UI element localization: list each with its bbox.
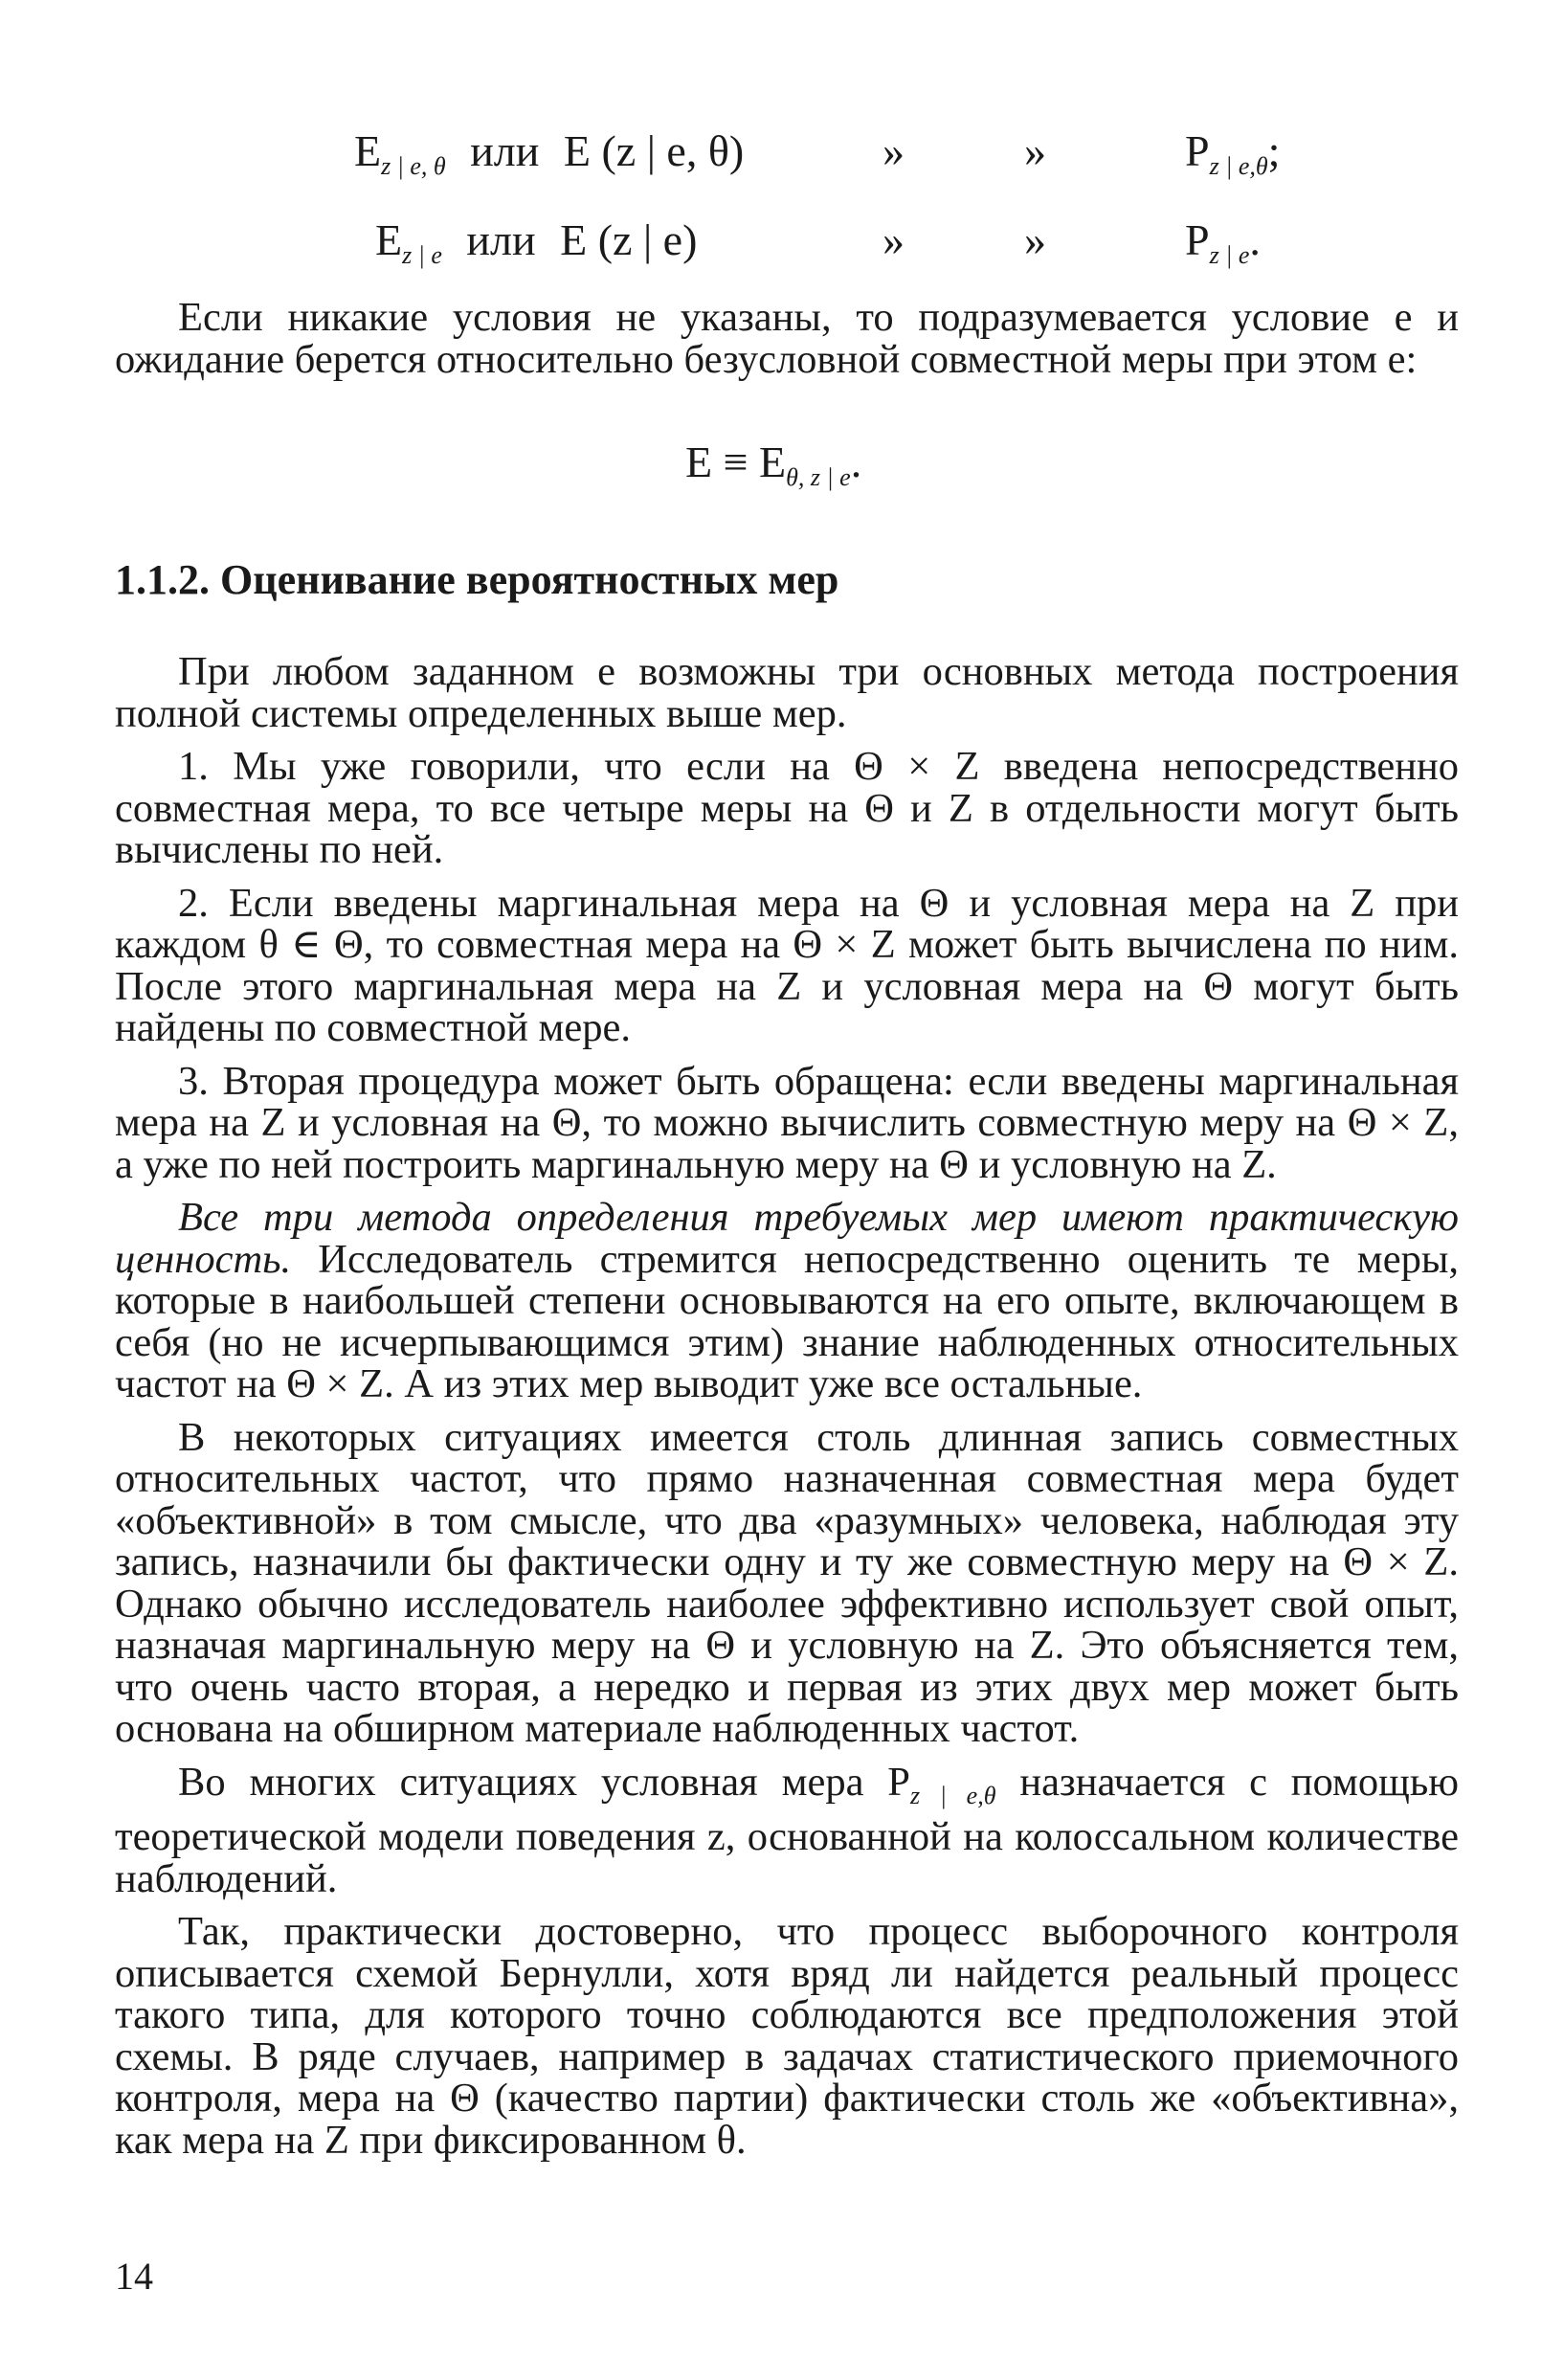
main-text (115, 651, 1459, 2172)
paragraph-methods-intro: При любом заданном e возможны три основных метода построения полной системы определенных выше мер. (115, 649, 1459, 736)
intro-paragraph: Если никакие условия не указаны, то подразумевается условие e и ожидание берется относительно безусловной совместной меры при этом e: (115, 295, 1459, 382)
paragraph-model-end: назначается с помощью теоретической модели поведения z, основанной на колоссальном количестве наблюдений. (115, 1759, 1459, 1901)
formula-row-2-end: . (1249, 215, 1261, 264)
formula-row-1 (354, 126, 745, 181)
center-formula-sub: θ, z | e (786, 463, 851, 492)
paragraph-bernoulli: Так, практически достоверно, что процесс выборочного контроля описывается схемой Бернулли, хотя вряд ли найдется реальный процесс такого типа, для которого точно соблюдаются все предположения этой схемы. В ряде случаев, например в задачах статистического приемочного контроля, мера на Θ (качество партии) фактически столь же «объективна», как мера на Z при фиксированном θ. (115, 1909, 1459, 2163)
section-number: 1.1.2. (115, 556, 210, 603)
paragraph-long-record: В некоторых ситуациях имеется столь длинная запись совместных относительных частот, что прямо назначенная совместная мера будет «объективной» в том смысле, что два «разумных» человека, наблюдая эту запись, назначили бы фактически одну и ту же совместную меру на Θ × Z. Однако обычно исследователь наиболее эффективно использует свой опыт, назначая маргинальную меру на Θ и условную на Z. Это объясняется тем, что очень часто вторая, а нередко и первая из этих двух мер может быть основана на обширном материале наблюденных частот. (115, 1414, 1459, 1751)
formula-row-1-p-main: P (1185, 126, 1210, 175)
formula-row-1-left-sub: z | e, θ (381, 152, 446, 181)
intro-block (115, 297, 1459, 392)
page-number: 14 (115, 2255, 153, 2298)
paragraph-method-3: 3. Вторая процедура может быть обращена: если введены маргинальная мера на Z и условная на Θ, то можно вычислить совместную меру на Θ × Z, а уже по ней построить маргинальную меру на Θ и условную на Z. (115, 1058, 1459, 1187)
formula-row-1-right: E (z | e, θ) (563, 126, 745, 175)
paragraph-model-sub: z | e,θ (909, 1781, 996, 1809)
formula-row-1-p (1185, 126, 1281, 181)
center-formula-end: . (850, 438, 862, 486)
formula-row-2 (375, 215, 698, 270)
formula-row-2-p-sub: z | e (1209, 241, 1250, 270)
section-title: Оценивание вероятностных мер (220, 556, 839, 603)
formula-row-1-or: или (470, 126, 540, 175)
paragraph-model-start: Во многих ситуациях условная мера P (178, 1759, 910, 1805)
formula-row-2-or: или (466, 215, 536, 264)
paragraph-practical-value (115, 1197, 1459, 1405)
formula-row-2-ditto-2: » (1024, 215, 1046, 264)
formula-row-1-ditto-2: » (1024, 126, 1046, 175)
formula-row-2-p (1185, 215, 1261, 270)
formula-row-1-left: E (354, 126, 382, 175)
center-formula (685, 440, 861, 490)
formula-row-1-ditto-1: » (883, 126, 905, 175)
formula-row-2-left-sub: z | e (402, 241, 442, 270)
paragraph-method-2: 2. Если введены маргинальная мера на Θ и условная мера на Z при каждом θ ∈ Θ, то совместная мера на Θ × Z может быть вычислена по ним. После этого маргинальная мера на Z и условная мера на Θ могут быть найдены по совместной мере. (115, 880, 1459, 1050)
formula-row-2-left: E (375, 215, 403, 264)
formula-row-2-ditto-1: » (883, 215, 905, 264)
formula-row-2-right: E (z | e) (560, 215, 698, 264)
paragraph-theoretical-model (115, 1759, 1459, 1901)
paragraph-practical-value-rest: Исследователь стремится непосредственно оценить те меры, которые в наибольшей степени основываются на его опыте, включающем в себя (но не исчерпывающимся этим) знание наблюденных относительных частот на Θ × Z. А из этих мер выводит уже все остальные. (115, 1236, 1459, 1406)
emphasis-sentence: Все три метода определения требуемых мер имеют практическую ценность. (115, 1195, 1459, 1282)
center-formula-left: E ≡ E (685, 438, 787, 486)
formula-row-1-end: ; (1267, 126, 1281, 175)
formula-row-2-p-main: P (1185, 215, 1210, 264)
paragraph-method-1: 1. Мы уже говорили, что если на Θ × Z введена непосредственно совместная мера, то все четыре меры на Θ и Z в отдельности могут быть вычислены по ней. (115, 744, 1459, 872)
section-heading (115, 555, 838, 604)
formula-row-1-p-sub: z | e,θ (1209, 152, 1268, 181)
